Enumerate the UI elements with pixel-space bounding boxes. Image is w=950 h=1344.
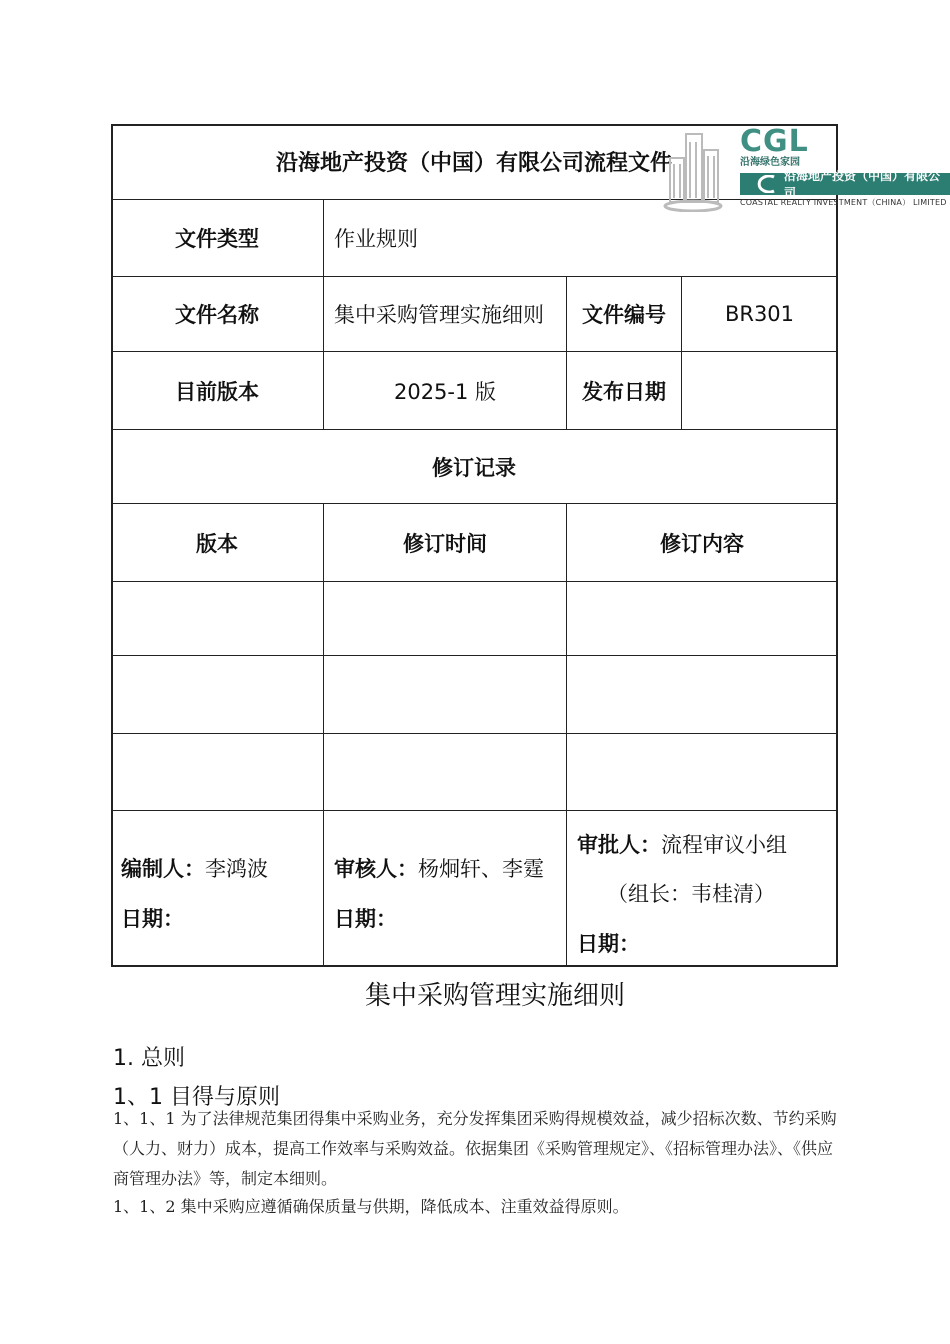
- logo-bar: [740, 169, 950, 200]
- publish-date-value: [682, 352, 838, 430]
- revision-header-time: 修订时间: [324, 504, 567, 582]
- table-cell: [111, 734, 324, 811]
- logo-swoosh-icon: [754, 175, 780, 193]
- table-cell: [567, 656, 838, 734]
- section-heading-1-1: 1、1 目得与原则: [113, 1085, 280, 1110]
- logo-mark: CGL: [740, 124, 809, 159]
- logo-cn-small: 沿海绿色家园: [740, 157, 800, 168]
- author-cell: [111, 811, 324, 967]
- doc-type-label: 文件类型: [111, 200, 324, 277]
- paragraph-1-1-2: 1、1、2 集中采购应遵循确保质量与供期，降低成本、注重效益得原则。: [113, 1197, 629, 1216]
- revision-title: 修订记录: [111, 430, 838, 504]
- company-logo: [740, 124, 950, 212]
- approver-value: 流程审议小组: [661, 833, 787, 857]
- reviewer-value: 杨炯轩、李霆: [418, 857, 544, 881]
- doc-no-value: BR301: [682, 277, 838, 352]
- reviewer-date-label: 日期：: [334, 907, 397, 931]
- paragraph-1-1-1: 1、1、1 为了法律规范集团得集中采购业务，充分发挥集团采购得规模效益，减少招标次数、节约采购（人力、财力）成本，提高工作效率与采购效益。依据集团《采购管理规定》、《招标管理办法》、《供应商管理办法》等，制定本细则。: [113, 1109, 837, 1188]
- logo-cn-full: 沿海地产投资（中国）有限公司: [784, 169, 941, 200]
- table-cell: [324, 734, 567, 811]
- doc-name-label: 文件名称: [111, 277, 324, 352]
- table-cell: [111, 582, 324, 656]
- logo-en: COASTAL REALTY INVESTMENT（CHINA） LIMITED: [740, 198, 947, 207]
- revision-header-version: 版本: [111, 504, 324, 582]
- reviewer-label: 审核人：: [334, 857, 418, 881]
- doc-type-value: 作业规则: [324, 200, 838, 277]
- table-cell: [324, 656, 567, 734]
- table-cell: [567, 582, 838, 656]
- section-heading-1: 1. 总则: [113, 1046, 185, 1071]
- table-cell: [324, 582, 567, 656]
- author-label: 编制人：: [121, 857, 205, 881]
- table-cell: [567, 734, 838, 811]
- company-title: 沿海地产投资（中国）有限公司流程文件: [111, 124, 838, 200]
- approver-date-label: 日期：: [577, 932, 640, 956]
- building-watermark-icon: [660, 128, 726, 212]
- revision-header-content: 修订内容: [567, 504, 838, 582]
- document-title: 集中采购管理实施细则: [364, 981, 625, 1011]
- version-label: 目前版本: [111, 352, 324, 430]
- doc-no-label: 文件编号: [567, 277, 682, 352]
- approver-cell: [567, 811, 838, 967]
- author-value: 李鸿波: [205, 857, 268, 881]
- approver-label: 审批人：: [577, 833, 661, 857]
- approver-note: （组长：韦桂清）: [607, 882, 775, 906]
- author-date-label: 日期：: [121, 907, 184, 931]
- doc-name-value: 集中采购管理实施细则: [324, 277, 567, 352]
- publish-date-label: 发布日期: [567, 352, 682, 430]
- document-header-table: [111, 124, 838, 967]
- table-cell: [111, 656, 324, 734]
- reviewer-cell: [324, 811, 567, 967]
- version-value: 2025-1 版: [324, 352, 567, 430]
